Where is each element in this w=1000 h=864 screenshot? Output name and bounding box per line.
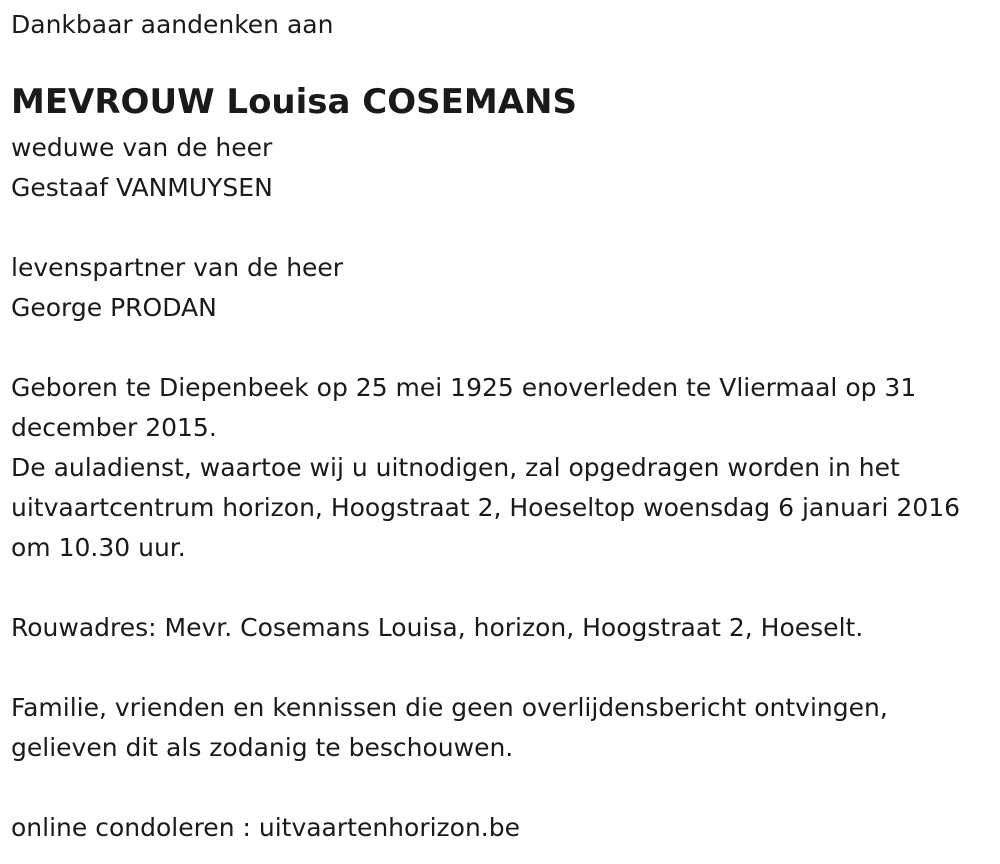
spouse-name: Gestaaf VANMUYSEN bbox=[11, 173, 273, 202]
spacer bbox=[11, 328, 986, 368]
service-text: De auladienst, waartoe wij u uitnodigen, zal opgedragen worden in het uitvaartcentrum horizon, Hoogstraat 2, Hoeseltop woensdag 6 januari 2016 om 10.30 uur. bbox=[11, 453, 961, 562]
spacer bbox=[11, 768, 986, 808]
spouse-label: weduwe van de heer bbox=[11, 133, 273, 162]
intro-text: Dankbaar aandenken aan bbox=[11, 10, 334, 39]
partner-name: George PRODAN bbox=[11, 293, 217, 322]
partner-label: levenspartner van de heer bbox=[11, 253, 344, 282]
spacer bbox=[11, 568, 986, 608]
birth-death-text: Geboren te Diepenbeek op 25 mei 1925 enoverleden te Vliermaal op 31 december 2015. bbox=[11, 373, 917, 442]
condolence-link[interactable]: online condoleren : uitvaartenhorizon.be bbox=[11, 813, 521, 842]
deceased-name: MEVROUW Louisa COSEMANS bbox=[11, 82, 577, 122]
mourning-address: Rouwadres: Mevr. Cosemans Louisa, horizon, Hoogstraat 2, Hoeselt. bbox=[11, 613, 864, 642]
death-notice bbox=[11, 0, 986, 848]
spacer bbox=[11, 208, 986, 248]
spacer bbox=[11, 648, 986, 688]
family-note: Familie, vrienden en kennissen die geen overlijdensbericht ontvingen, gelieven dit als zodanig te beschouwen. bbox=[11, 693, 888, 762]
